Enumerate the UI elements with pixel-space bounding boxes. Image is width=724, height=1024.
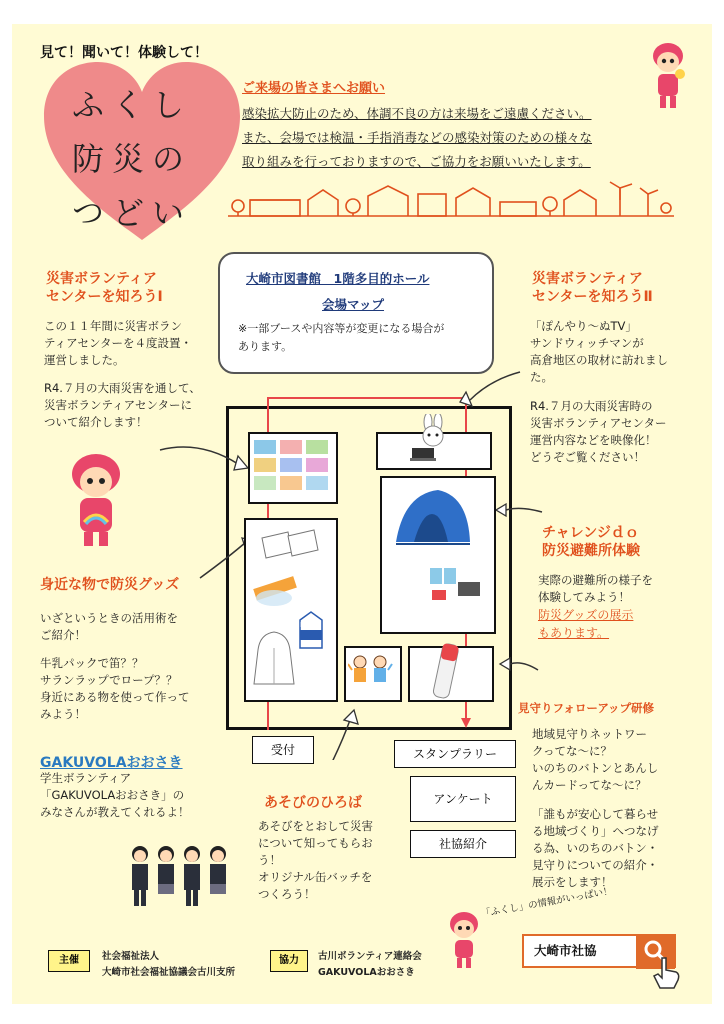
title-line-3: つどい [72, 194, 193, 232]
bags-icon [258, 526, 322, 566]
pointer-hand-icon [652, 956, 682, 990]
wrap-roll-icon [252, 574, 300, 608]
mimamori-title: 見守りフォローアップ研修 [518, 701, 655, 715]
milk-carton-icon [296, 610, 326, 650]
emergency-supplies-icon [428, 562, 484, 606]
stamp-rally-booth: スタンプラリー [394, 740, 516, 768]
reception-booth: 受付 [252, 736, 314, 764]
tagline: 見て！聞いて！体験して！ [40, 45, 208, 61]
vc2-body2-3: 運営内容などを映像化！ [530, 433, 657, 447]
vc2-body2-2: 災害ボランティアセンター [530, 416, 667, 430]
survey-booth: アンケート [410, 776, 516, 822]
challenge-highlight-2: もあります。 [538, 626, 610, 640]
vc2-body1-2: サンドウィッチマンが [530, 336, 644, 350]
vc2-body2-1: R4.７月の大雨災害時の [530, 399, 653, 413]
photo-panels-icon [254, 440, 328, 492]
play-title: あそびのひろば [264, 795, 362, 811]
vc1-body2-3: ついて紹介します！ [44, 415, 148, 429]
mascot-icon [646, 40, 690, 112]
mascot-rainbow-icon [64, 450, 128, 550]
search-text: 大崎市社協 [534, 943, 597, 958]
goods-body1-1: いざというときの活用術を [40, 611, 178, 625]
vc1-body2-1: R4.７月の大雨災害を通して、 [44, 381, 201, 395]
venue-note-2: あります。 [238, 340, 293, 353]
play-body-1: あそびをとおして災害 [258, 819, 373, 833]
raincoat-icon [252, 630, 296, 686]
play-body-3: う！ [258, 853, 281, 867]
play-body-2: について知ってもらお [258, 836, 373, 850]
vc2-body1-3: 高倉地区の取材に訪れまし [530, 353, 668, 367]
vc1-title-2: センターを知ろうⅠ [46, 289, 163, 305]
goods-body1-2: ご紹介！ [40, 628, 86, 642]
goods-body2-3: 身近にある物を使って作って [40, 690, 190, 704]
play-body-5: つくろう！ [258, 887, 316, 901]
mimamori-body2-3: る為、いのちのバトン・ [532, 841, 659, 855]
mimamori-body2-1: 「誰もが安心して暮らせ [532, 807, 659, 821]
children-icon [348, 652, 394, 692]
townscape-illustration [228, 180, 674, 220]
organizer-label: 主催 [48, 950, 90, 972]
goods-body2-1: 牛乳パックで笛？？ [40, 656, 144, 670]
vc1-body1-3: 運営しました。 [44, 353, 125, 367]
vc2-body1-4: た。 [530, 370, 553, 384]
vc2-body1-1: 「ぽんやり～ぬTV」 [530, 319, 637, 333]
vc2-title-1: 災害ボランティア [532, 271, 643, 287]
venue-title: 大崎市図書館 1階多目的ホール [246, 271, 430, 286]
mascot-small-icon [444, 910, 484, 970]
challenge-highlight-1: 防災グッズの展示 [538, 608, 634, 622]
challenge-title-1: チャレンジｄｏ [542, 525, 639, 541]
tent-icon [392, 484, 472, 554]
mimamori-body1-1: 地域見守りネットワー [532, 727, 647, 741]
gakuvola-title: GAKUVOLAおおさき [40, 755, 183, 771]
mimamori-body2-5: 展示をします！ [532, 875, 613, 889]
students-illustration [126, 838, 236, 910]
goods-title: 身近な物で防災グッズ [40, 577, 180, 593]
organizer-line-1: 社会福祉法人 [102, 951, 160, 962]
mimamori-body2-2: る地域づくり」へつなげ [532, 824, 659, 838]
notice-line-1: 感染拡大防止のため、体調不良の方は来場をご遠慮ください。 [242, 106, 592, 121]
challenge-body-1: 実際の避難所の様子を [538, 573, 653, 587]
shakyo-booth: 社協紹介 [410, 830, 516, 858]
goods-body2-4: みよう！ [40, 707, 86, 721]
mimamori-body1-4: んカードってな～に？ [532, 778, 647, 792]
notice-line-2: また、会場では検温・手指消毒などの感染対策のための様々な [242, 130, 593, 145]
organizer-line-2: 大崎市社会福祉協議会古川支所 [102, 967, 236, 978]
baton-tube-icon [428, 640, 464, 702]
venue-note-1: ※一部ブースや内容等が変更になる場合が [238, 322, 445, 335]
coop-line-1: 古川ボランティア連絡会 [318, 951, 422, 962]
gakuvola-body-1: 学生ボランティア [40, 771, 132, 785]
play-body-4: オリジナル缶バッチを [258, 870, 373, 884]
title-line-1: ふくし [72, 86, 193, 124]
venue-subtitle: 会場マップ [322, 297, 385, 312]
challenge-title-2: 防災避難所体験 [542, 543, 640, 559]
challenge-body-2: 体験してみよう！ [538, 590, 630, 604]
vc1-body1-1: この１１年間に災害ボラン [44, 319, 182, 333]
vc1-body2-2: 災害ボランティアセンターに [44, 398, 193, 412]
mimamori-body2-4: 見守りについての紹介・ [532, 858, 659, 872]
mimamori-body1-2: クってな～に？ [532, 744, 613, 758]
gakuvola-body-3: みなさんが教えてくれるよ！ [40, 805, 190, 819]
notice-line-3: 取り組みを行っておりますので、ご協力をお願いいたします。 [242, 154, 591, 169]
vc2-body2-4: どうぞご覧ください！ [530, 450, 645, 464]
rabbit-laptop-icon [408, 414, 456, 462]
vc2-title-2: センターを知ろうⅡ [532, 289, 653, 305]
milk-label: MILK [300, 621, 320, 629]
goods-body2-2: サランラップでロープ？？ [40, 673, 178, 687]
coop-label: 協力 [270, 950, 308, 972]
gakuvola-body-2: 「GAKUVOLAおおさき」の [40, 788, 185, 802]
title-line-2: 防災の [72, 140, 193, 178]
mimamori-body1-3: いのちのバトンとあんし [532, 761, 659, 775]
vc1-body1-2: ティアセンターを４度設置・ [44, 336, 193, 350]
speech-text: 「ふくし」の情報がいっぱい！ [480, 885, 614, 920]
vc1-title-1: 災害ボランティア [46, 271, 157, 287]
notice-title: ご来場の皆さまへお願い [242, 81, 386, 96]
coop-line-2: GAKUVOLAおおさき [318, 967, 415, 978]
